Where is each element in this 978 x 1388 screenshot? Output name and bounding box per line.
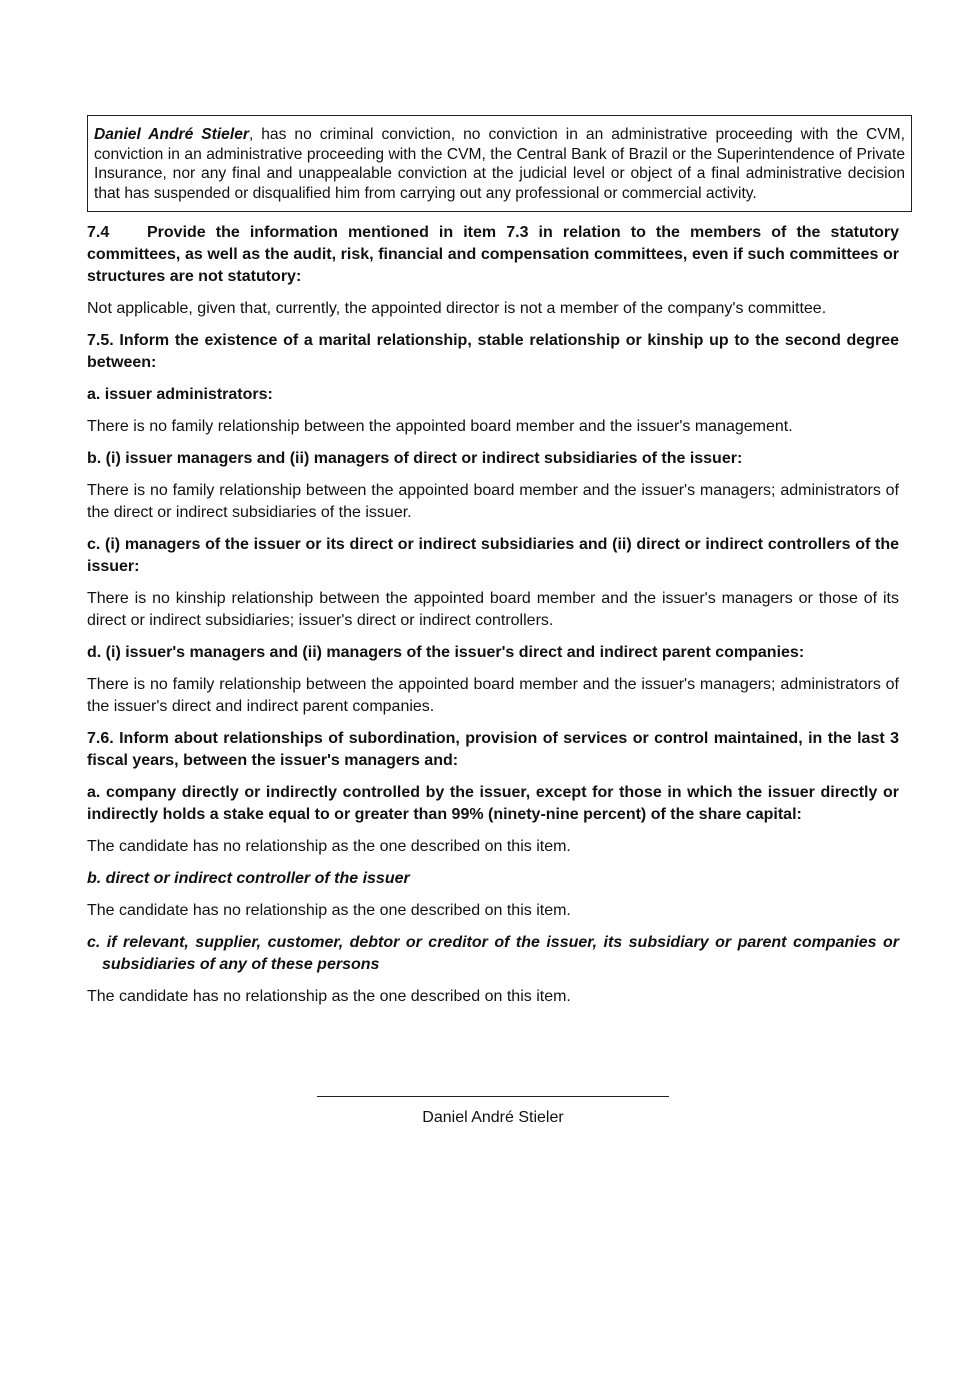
- signatory-name: Daniel André Stieler: [422, 1109, 564, 1126]
- question-7-5-b: b. (i) issuer managers and (ii) managers of direct or indirect subsidiaries of the issuer:: [87, 450, 743, 467]
- section-number: 7.4: [87, 224, 110, 241]
- declaration-text: , has no criminal conviction, no conviction in an administrative proceeding with the CVM, conviction in an administrative proceeding with the CVM, the Central Bank of Brazil or the Superintendence of Private Insurance, nor any final and unappealable conviction at the judicial level or object of a final administrative decision that has suspended or disqualified him from carrying out any professional or commercial activity.: [94, 126, 905, 202]
- question-7-5-a: a. issuer administrators:: [87, 386, 273, 403]
- answer-7-6-c: The candidate has no relationship as the one described on this item.: [87, 988, 571, 1005]
- section-7-4-heading: [87, 222, 899, 288]
- answer-7-5-c: There is no kinship relationship between the appointed board member and the issuer's managers or those of its direct or indirect subsidiaries; issuer's direct or indirect controllers.: [87, 590, 899, 629]
- answer-7-6-a: The candidate has no relationship as the one described on this item.: [87, 838, 571, 855]
- answer-7-6-b: The candidate has no relationship as the one described on this item.: [87, 902, 571, 919]
- signature-line: [317, 1096, 669, 1097]
- section-7-6-heading: 7.6. Inform about relationships of subordination, provision of services or control maintained, in the last 3 fiscal years, between the issuer's managers and:: [87, 730, 899, 769]
- question-7-6-b: b. direct or indirect controller of the issuer: [87, 870, 410, 887]
- question-7-6-a: a. company directly or indirectly controlled by the issuer, except for those in which the issuer directly or indirectly holds a stake equal to or greater than 99% (ninety-nine percent) of the share capital:: [87, 784, 899, 823]
- director-name: Daniel André Stieler: [94, 126, 249, 143]
- answer-7-5-b: There is no family relationship between the appointed board member and the issuer's managers; administrators of the direct or indirect subsidiaries of the issuer.: [87, 482, 899, 521]
- section-heading-text: Provide the information mentioned in item 7.3 in relation to the members of the statutory committees, as well as the audit, risk, financial and compensation committees, even if such committees or structures are not statutory:: [87, 224, 899, 285]
- question-7-6-c: c. if relevant, supplier, customer, debtor or creditor of the issuer, its subsidiary or parent companies or subsidiaries of any of these persons: [87, 934, 899, 973]
- answer-7-5-d: There is no family relationship between the appointed board member and the issuer's managers; administrators of the issuer's direct and indirect parent companies.: [87, 676, 899, 715]
- question-7-5-c: c. (i) managers of the issuer or its direct or indirect subsidiaries and (ii) direct or indirect controllers of the issuer:: [87, 536, 899, 575]
- answer-7-5-a: There is no family relationship between the appointed board member and the issuer's management.: [87, 418, 793, 435]
- question-7-5-d: d. (i) issuer's managers and (ii) managers of the issuer's direct and indirect parent companies:: [87, 644, 805, 661]
- document-body: [87, 115, 905, 1008]
- section-7-4-answer: Not applicable, given that, currently, the appointed director is not a member of the company's committee.: [87, 300, 827, 317]
- section-7-5-heading: 7.5. Inform the existence of a marital relationship, stable relationship or kinship up to the second degree between:: [87, 332, 899, 371]
- declaration-box: [87, 115, 912, 212]
